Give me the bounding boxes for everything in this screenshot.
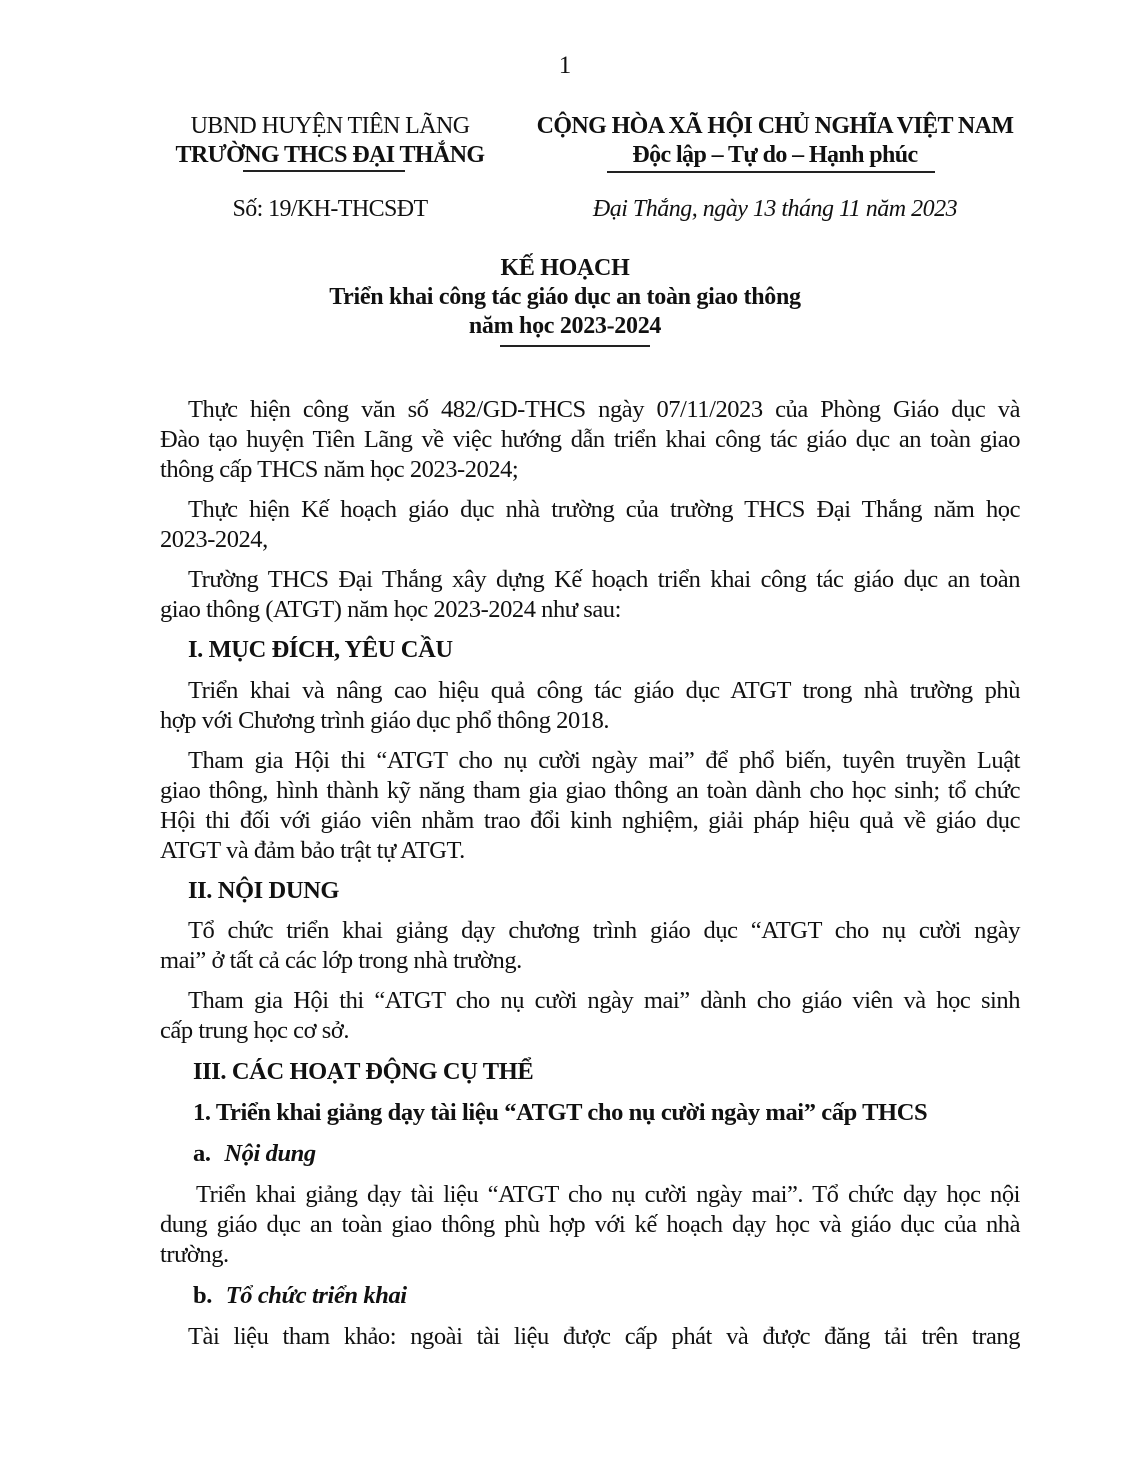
paragraph-line: Triển khai giảng dạy tài liệu “ATGT cho nụ cười ngày mai”. Tổ chức dạy học nội (196, 1181, 1020, 1208)
paragraph-line: Trường THCS Đại Thắng xây dựng Kế hoạch triển khai công tác giáo dục an toàn (188, 566, 1020, 593)
paragraph-line: Đào tạo huyện Tiên Lãng về việc hướng dẫn triển khai công tác giáo dục an toàn giao (160, 426, 1020, 453)
authority-name: UBND HUYỆN TIÊN LÃNG (190, 113, 470, 139)
section-heading: II. NỘI DUNG (188, 877, 340, 904)
paragraph-line: Thực hiện Kế hoạch giáo dục nhà trường của trường THCS Đại Thắng năm học (188, 496, 1020, 523)
document-subject: Triển khai công tác giáo dục an toàn giao thông (329, 284, 801, 310)
paragraph-line: Tham gia Hội thi “ATGT cho nụ cười ngày mai” để phổ biến, tuyên truyền Luật (188, 747, 1020, 774)
document-number: Số: 19/KH-THCSĐT (232, 196, 428, 222)
country-name: CỘNG HÒA XÃ HỘI CHỦ NGHĨA VIỆT NAM (536, 113, 1014, 139)
paragraph-line: thông cấp THCS năm học 2023-2024; (160, 456, 519, 483)
paragraph-line: giao thông, hình thành kỹ năng tham gia giao thông an toàn dành cho học sinh; tổ chức (160, 777, 1020, 804)
national-motto-block (505, 112, 1045, 170)
school-year: năm học 2023-2024 (468, 313, 662, 339)
school-name: TRƯỜNG THCS ĐẠI THẮNG (175, 142, 485, 168)
paragraph-line: Tổ chức triển khai giảng dạy chương trình giáo dục “ATGT cho nụ cười ngày (188, 917, 1020, 944)
paragraph-line: 2023-2024, (160, 526, 268, 553)
issuing-authority-block (150, 112, 510, 170)
paragraph-line: giao thông (ATGT) năm học 2023-2024 như sau: (160, 596, 621, 623)
motto-underline (607, 171, 935, 173)
school-name-underline (243, 170, 405, 172)
subsection-b-heading (193, 1281, 407, 1311)
paragraph-line: hợp với Chương trình giáo dục phổ thông 2018. (160, 707, 610, 734)
paragraph-line: Tham gia Hội thi “ATGT cho nụ cười ngày mai” dành cho giáo viên và học sinh (188, 987, 1020, 1014)
paragraph-line: Tài liệu tham khảo: ngoài tài liệu được cấp phát và được đăng tải trên trang (188, 1323, 1020, 1350)
section-heading: III. CÁC HOẠT ĐỘNG CỤ THỂ (193, 1058, 534, 1085)
section-heading: I. MỤC ĐÍCH, YÊU CẦU (188, 636, 453, 663)
subsection-a-marker: a. (193, 1140, 211, 1167)
subsection-a-title: Nội dung (224, 1140, 316, 1167)
subsection-a-heading (193, 1139, 316, 1169)
page-number: 1 (558, 52, 572, 79)
subsection-b-marker: b. (193, 1282, 212, 1309)
subsection-b-title: Tổ chức triển khai (225, 1282, 407, 1309)
paragraph-line: Triển khai và nâng cao hiệu quả công tác giáo dục ATGT trong nhà trường phù (188, 677, 1020, 704)
document-type: KẾ HOẠCH (500, 255, 630, 281)
paragraph-line: cấp trung học cơ sở. (160, 1017, 350, 1044)
paragraph-line: mai” ở tất cả các lớp trong nhà trường. (160, 947, 522, 974)
national-motto: Độc lập – Tự do – Hạnh phúc (632, 142, 918, 168)
place-date: Đại Thắng, ngày 13 tháng 11 năm 2023 (592, 196, 958, 222)
paragraph-line: ATGT và đảm bảo trật tự ATGT. (160, 837, 465, 864)
subsection-heading: 1. Triển khai giảng dạy tài liệu “ATGT cho nụ cười ngày mai” cấp THCS (193, 1099, 928, 1126)
title-underline (500, 345, 650, 347)
paragraph-line: Thực hiện công văn số 482/GD-THCS ngày 07/11/2023 của Phòng Giáo dục và (188, 396, 1020, 423)
paragraph-line: dung giáo dục an toàn giao thông phù hợp với kế hoạch dạy học và giáo dục của nhà (160, 1211, 1020, 1238)
paragraph-line: Hội thi đối với giáo viên nhằm trao đổi kinh nghiệm, giải pháp hiệu quả về giáo dục (160, 807, 1020, 834)
paragraph-line: trường. (160, 1241, 229, 1268)
